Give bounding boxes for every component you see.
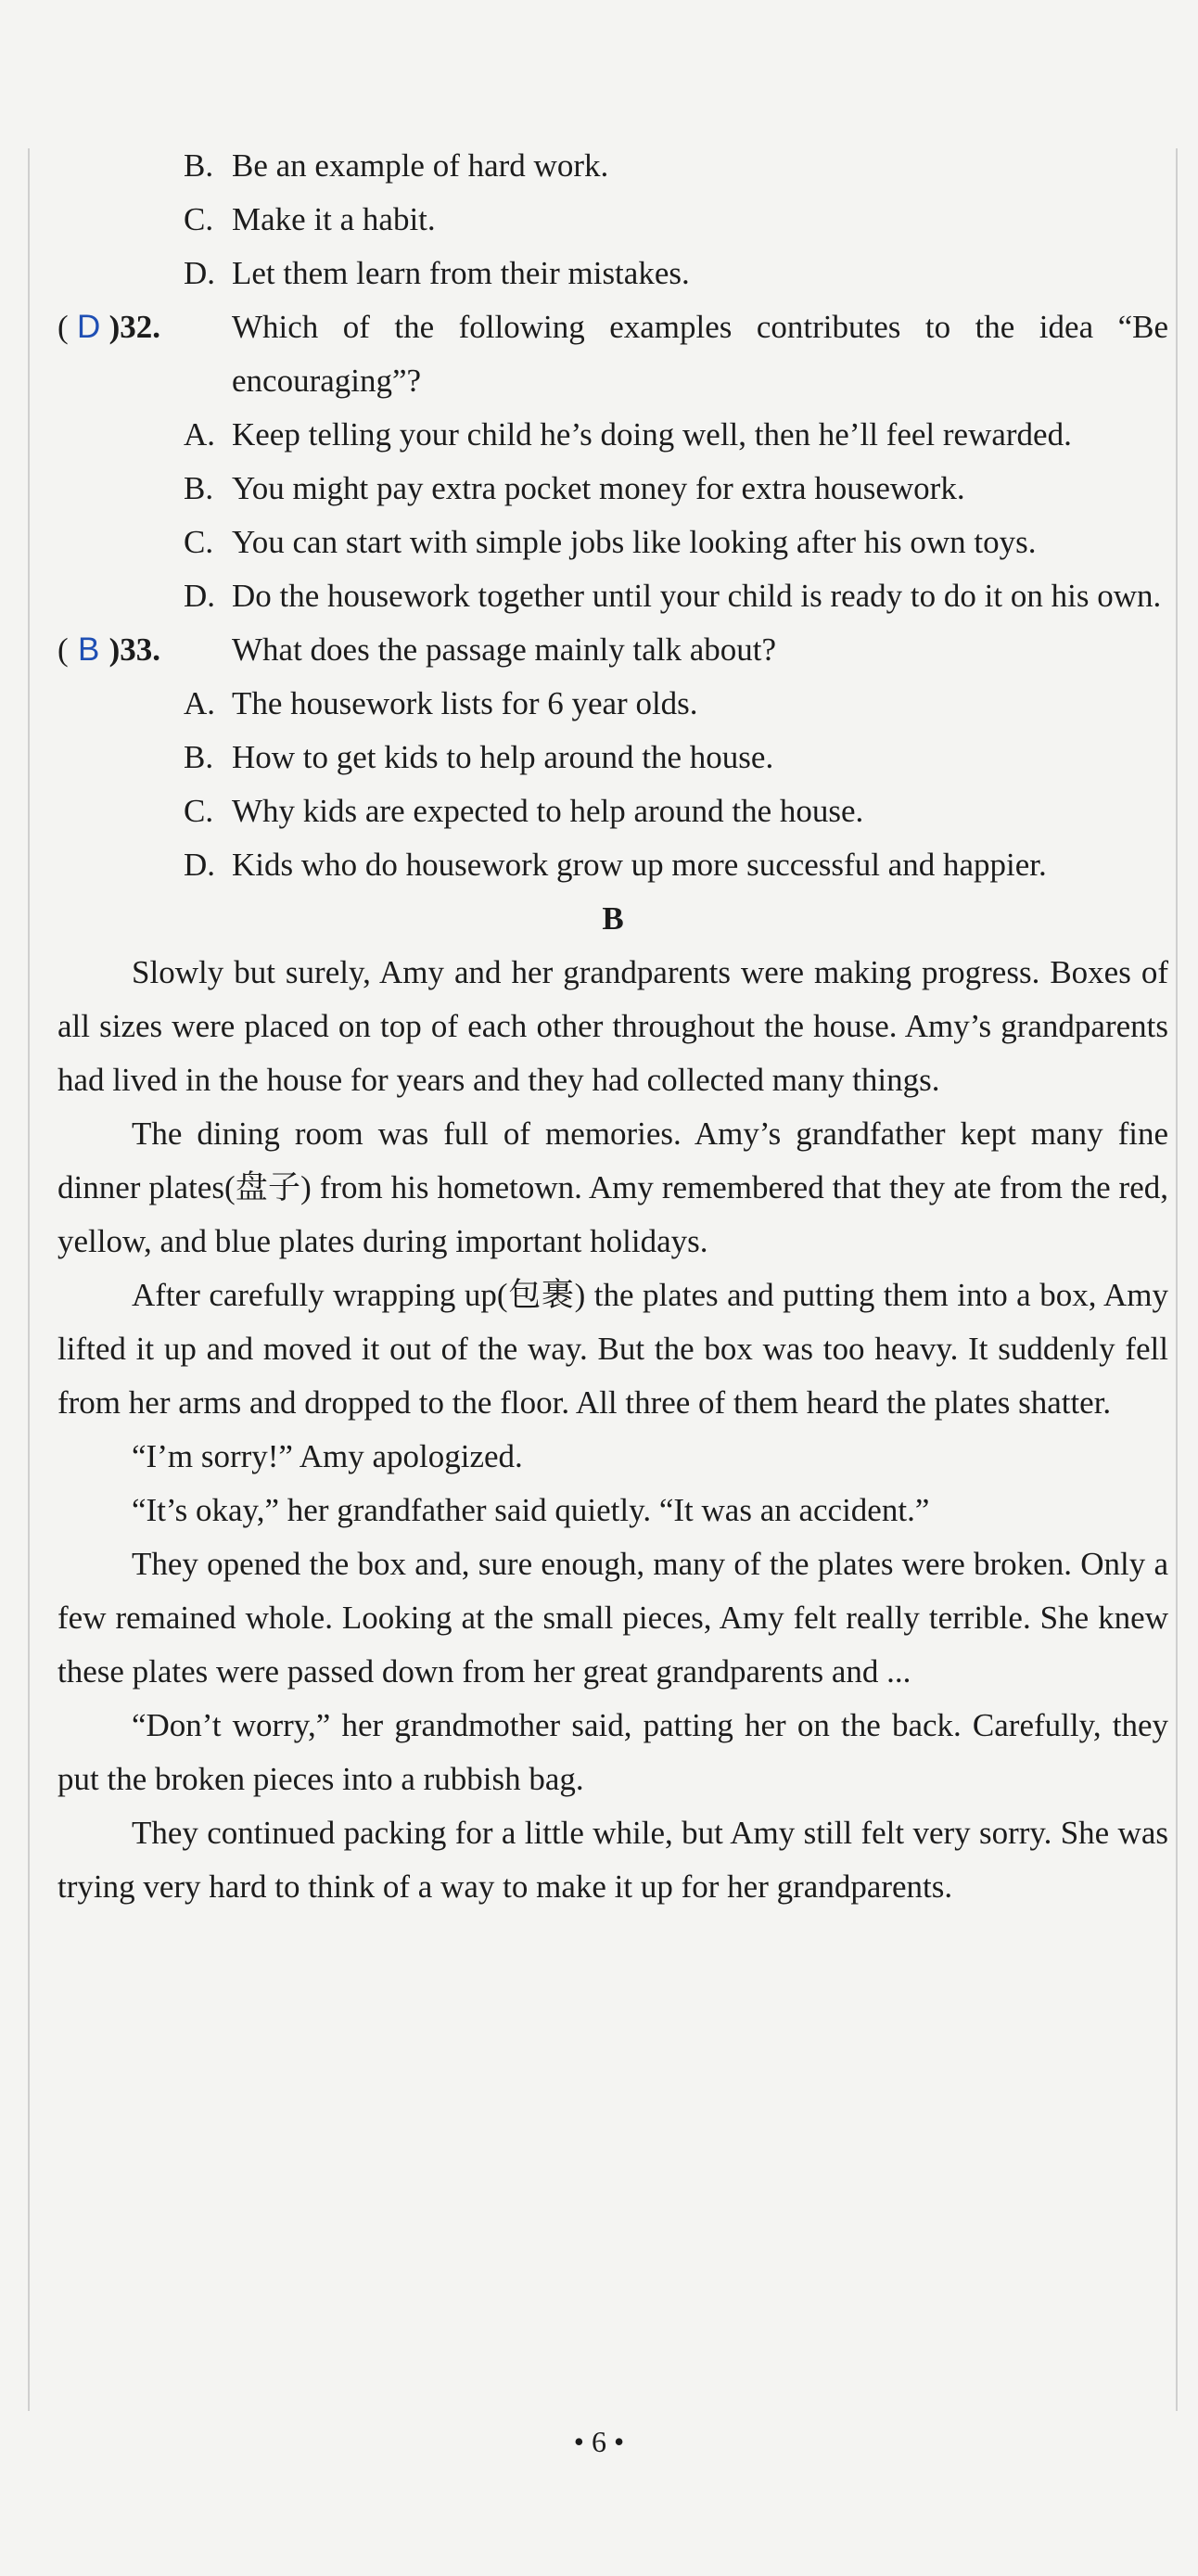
passage-paragraph: “It’s okay,” her grandfather said quietly. “It was an accident.” [132,1492,930,1528]
passage-paragraph: “I’m sorry!” Amy apologized. [132,1438,523,1474]
q33-option-d: D. Kids who do housework grow up more successful and happier. [184,847,1047,883]
question-32 [57,300,1168,408]
passage-paragraph: “Don’t worry,” her grandmother said, patting her on the back. Carefully, they put the broken pieces into a rubbish bag. [57,1707,1168,1797]
q32-option-c: C. You can start with simple jobs like looking after his own toys. [184,524,1037,560]
question-33-answer-box: ( B )33. [57,623,232,677]
left-margin-rule [28,148,30,2411]
question-33-stem: What does the passage mainly talk about? [232,631,777,668]
passage-paragraph: The dining room was full of memories. Amy’s grandfather kept many fine dinner plates(盘子) from his hometown. Amy remembered that they ate from the red, yellow, and blue plates during important holidays. [57,1116,1168,1259]
question-32-stem: Which of the following examples contributes to the idea “Be encouraging”? [232,309,1168,399]
passage-paragraph: After carefully wrapping up(包裹) the plates and putting them into a box, Amy lifted it up and moved it out of the way. But the box was too heavy. It suddenly fell from her arms and dropped to the floor. All three of them heard the plates shatter. [57,1277,1168,1421]
page-number: • 6 • [573,2425,625,2458]
q31-option-b: B. Be an example of hard work. [184,147,609,184]
passage-paragraph: They opened the box and, sure enough, many of the plates were broken. Only a few remained whole. Looking at the small pieces, Amy felt really terrible. She knew these plates were passed down from her great grandparents and ... [57,1546,1168,1690]
passage-paragraph: They continued packing for a little while, but Amy still felt very sorry. She was trying very hard to think of a way to make it up for her grandparents. [57,1815,1168,1905]
question-33-answer: B [77,631,100,668]
q31-option-c: C. Make it a habit. [184,201,436,237]
section-b-heading: B [602,900,624,937]
q32-option-b: B. You might pay extra pocket money for extra housework. [184,470,965,506]
q33-option-a: A. The housework lists for 6 year olds. [184,685,698,721]
q31-option-d: D. Let them learn from their mistakes. [184,255,690,291]
question-32-answer-box: ( D )32. [57,300,232,354]
question-32-answer: D [77,309,101,345]
question-33 [57,623,1168,677]
q33-option-c: C. Why kids are expected to help around the house. [184,793,864,829]
q32-option-d: D. Do the housework together until your child is ready to do it on his own. [184,578,1162,614]
q33-option-b: B. How to get kids to help around the house. [184,739,774,775]
passage-paragraph: Slowly but surely, Amy and her grandparents were making progress. Boxes of all sizes were placed on top of each other throughout the house. Amy’s grandparents had lived in the house for years and they had collected many things. [57,954,1168,1098]
q32-option-a: A. Keep telling your child he’s doing well, then he’ll feel rewarded. [184,416,1072,453]
right-margin-rule [1176,148,1178,2411]
page-content [57,139,1168,1914]
